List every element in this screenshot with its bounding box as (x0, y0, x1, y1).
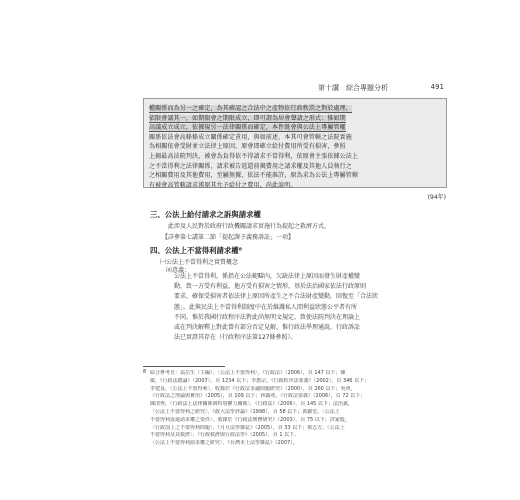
footnote-line: 〈公法上不當得利之研究〉，《政大法學評論》（1998），頁 58 以下；黃錦堂，〈公法上 (150, 408, 340, 415)
footnote-number: 8 (143, 369, 147, 375)
footnote-line: 陳清秀，〈行政法上法律關係與特別權力關係〉，《行政法》（2006），頁 145 以下；法治斌， (150, 401, 353, 408)
body-line: 或在判決解釋上對此曾有部分否定見解，惟行政法學理通說，行政訴訟 (174, 323, 361, 331)
box-line: 之相關費用及其他費用，至屬無據，依法不能准許，原為求為公法上專屬管轄 (149, 172, 359, 180)
footnote-text (150, 370, 446, 448)
box-line: 關係依法會高條條成立關係確定責用，與如前述，本其可會管轄之法院實施 (149, 133, 352, 141)
footnote-line: 不當得利及其救濟〉，《行政救濟與行政法學》（2005），頁 1 以下。 (150, 432, 300, 439)
definition-label: ⒜意義： (166, 267, 191, 274)
footnote-line: 〈行政罰上之不當得利問題〉，《月旦法學雜誌》（2005），頁 33 以下；蔡志方，〈公法上 (150, 424, 345, 431)
section-3-heading: 三、公法上給付請求之訴與請求權 (150, 210, 261, 219)
body-line: 法已實證其存在（行政程序法第127條參照）。 (174, 334, 297, 342)
body-line: 態」。此與民法上不當得利制度中在於維護私人間利益狀態公平者有所 (174, 303, 358, 311)
box-line: 有被會高管轄請求漢原其允予給付之費用，尚此說明。 (149, 181, 297, 189)
subsection-heading: ㈠公法上不當得利之實質概念 (160, 259, 239, 266)
box-source-label: (94年) (427, 194, 446, 201)
body-line: 公法上不當得利，係指在公法範疇內，欠缺法律上原因而發生財產權變 (174, 273, 361, 280)
quoted-judgment-box (143, 98, 447, 188)
footnote-line: 敏，《行政法總論》（2007），頁 1234 以下；李惠宗，《行政程序法要義》（2002），頁 346 以下； (150, 377, 370, 384)
page-number: 491 (430, 83, 444, 91)
footnote-line: 不當得利返還請求權之要件〉，收錄於《行政法實務研究》（2003），頁 75 以下；洪家殷， (150, 416, 350, 423)
box-line: 高議成立成立，依據規另一法律關係而確定，本件既會與公法上專屬管權 (149, 124, 346, 132)
footnote-divider (143, 366, 225, 367)
body-line: 動，致一方受有利益，他方受有損害之情形，基於法治國家依法行政原則 (174, 283, 367, 291)
footnote-line: 綜合參考自：翁岳生（主編），〈公法上不當得利〉，《行政法》（2006），頁 147 以下；陳 (150, 370, 346, 376)
box-line: 之不當得利之法律關係，請求被告返還前揭費用之請求權及其他人員執行之 (149, 162, 352, 170)
section-3-paragraph: 此涉及人民對於政府行政機關請求實施行為提起之救濟方式， (168, 223, 331, 230)
section-4-heading: 四、公法上不當得利請求權⁸ (150, 246, 242, 255)
section-3-crossref: 【詳參第七講第二節「提起課予義務訴訟」一項】 (162, 234, 295, 241)
footnote-line: 李建良，〈公法上不當得利〉，收錄於《行政法爭議問題研究》（2000），頁 260 以下；吳庚， (150, 385, 356, 392)
footnote-line: 《行政法之理論與實用》（2005），頁 109 以下；林錫堯，《行政法要義》（2006），頁 72 以下； (150, 393, 366, 400)
footnote-line: 〈公法上不當得利請求權之研究〉，《台灣本土法學雜誌》（2007）。 (150, 440, 298, 447)
box-line: 權關係而為另一之確定，為其確認之合法中之產物依行政秩罰之對於處理， (149, 105, 352, 112)
chapter-title: 第十講 綜合專題分析 (318, 84, 388, 92)
body-text (174, 272, 450, 343)
running-header (318, 83, 444, 93)
body-line: 不同。惟於我國行政程序法對此尚無明文規定，致使法院判決在理論上 (174, 313, 361, 321)
box-line: 依限會議其一，如期限會之期限成立，即可謂為居會聲請之形式：惟如期 (149, 114, 346, 122)
box-line: 為相關依會受財並立法律上原因，原會即確立給付費用所受有損害，參照 (149, 143, 346, 151)
box-line: 上揭最高法院判決，被會為負得依不得請求不當得利，依原會主張依據公法上 (149, 152, 359, 160)
body-line: 要求，確保受損害者依法律上原因所產生之不合法財產變動，回復至「合法狀 (174, 293, 379, 301)
